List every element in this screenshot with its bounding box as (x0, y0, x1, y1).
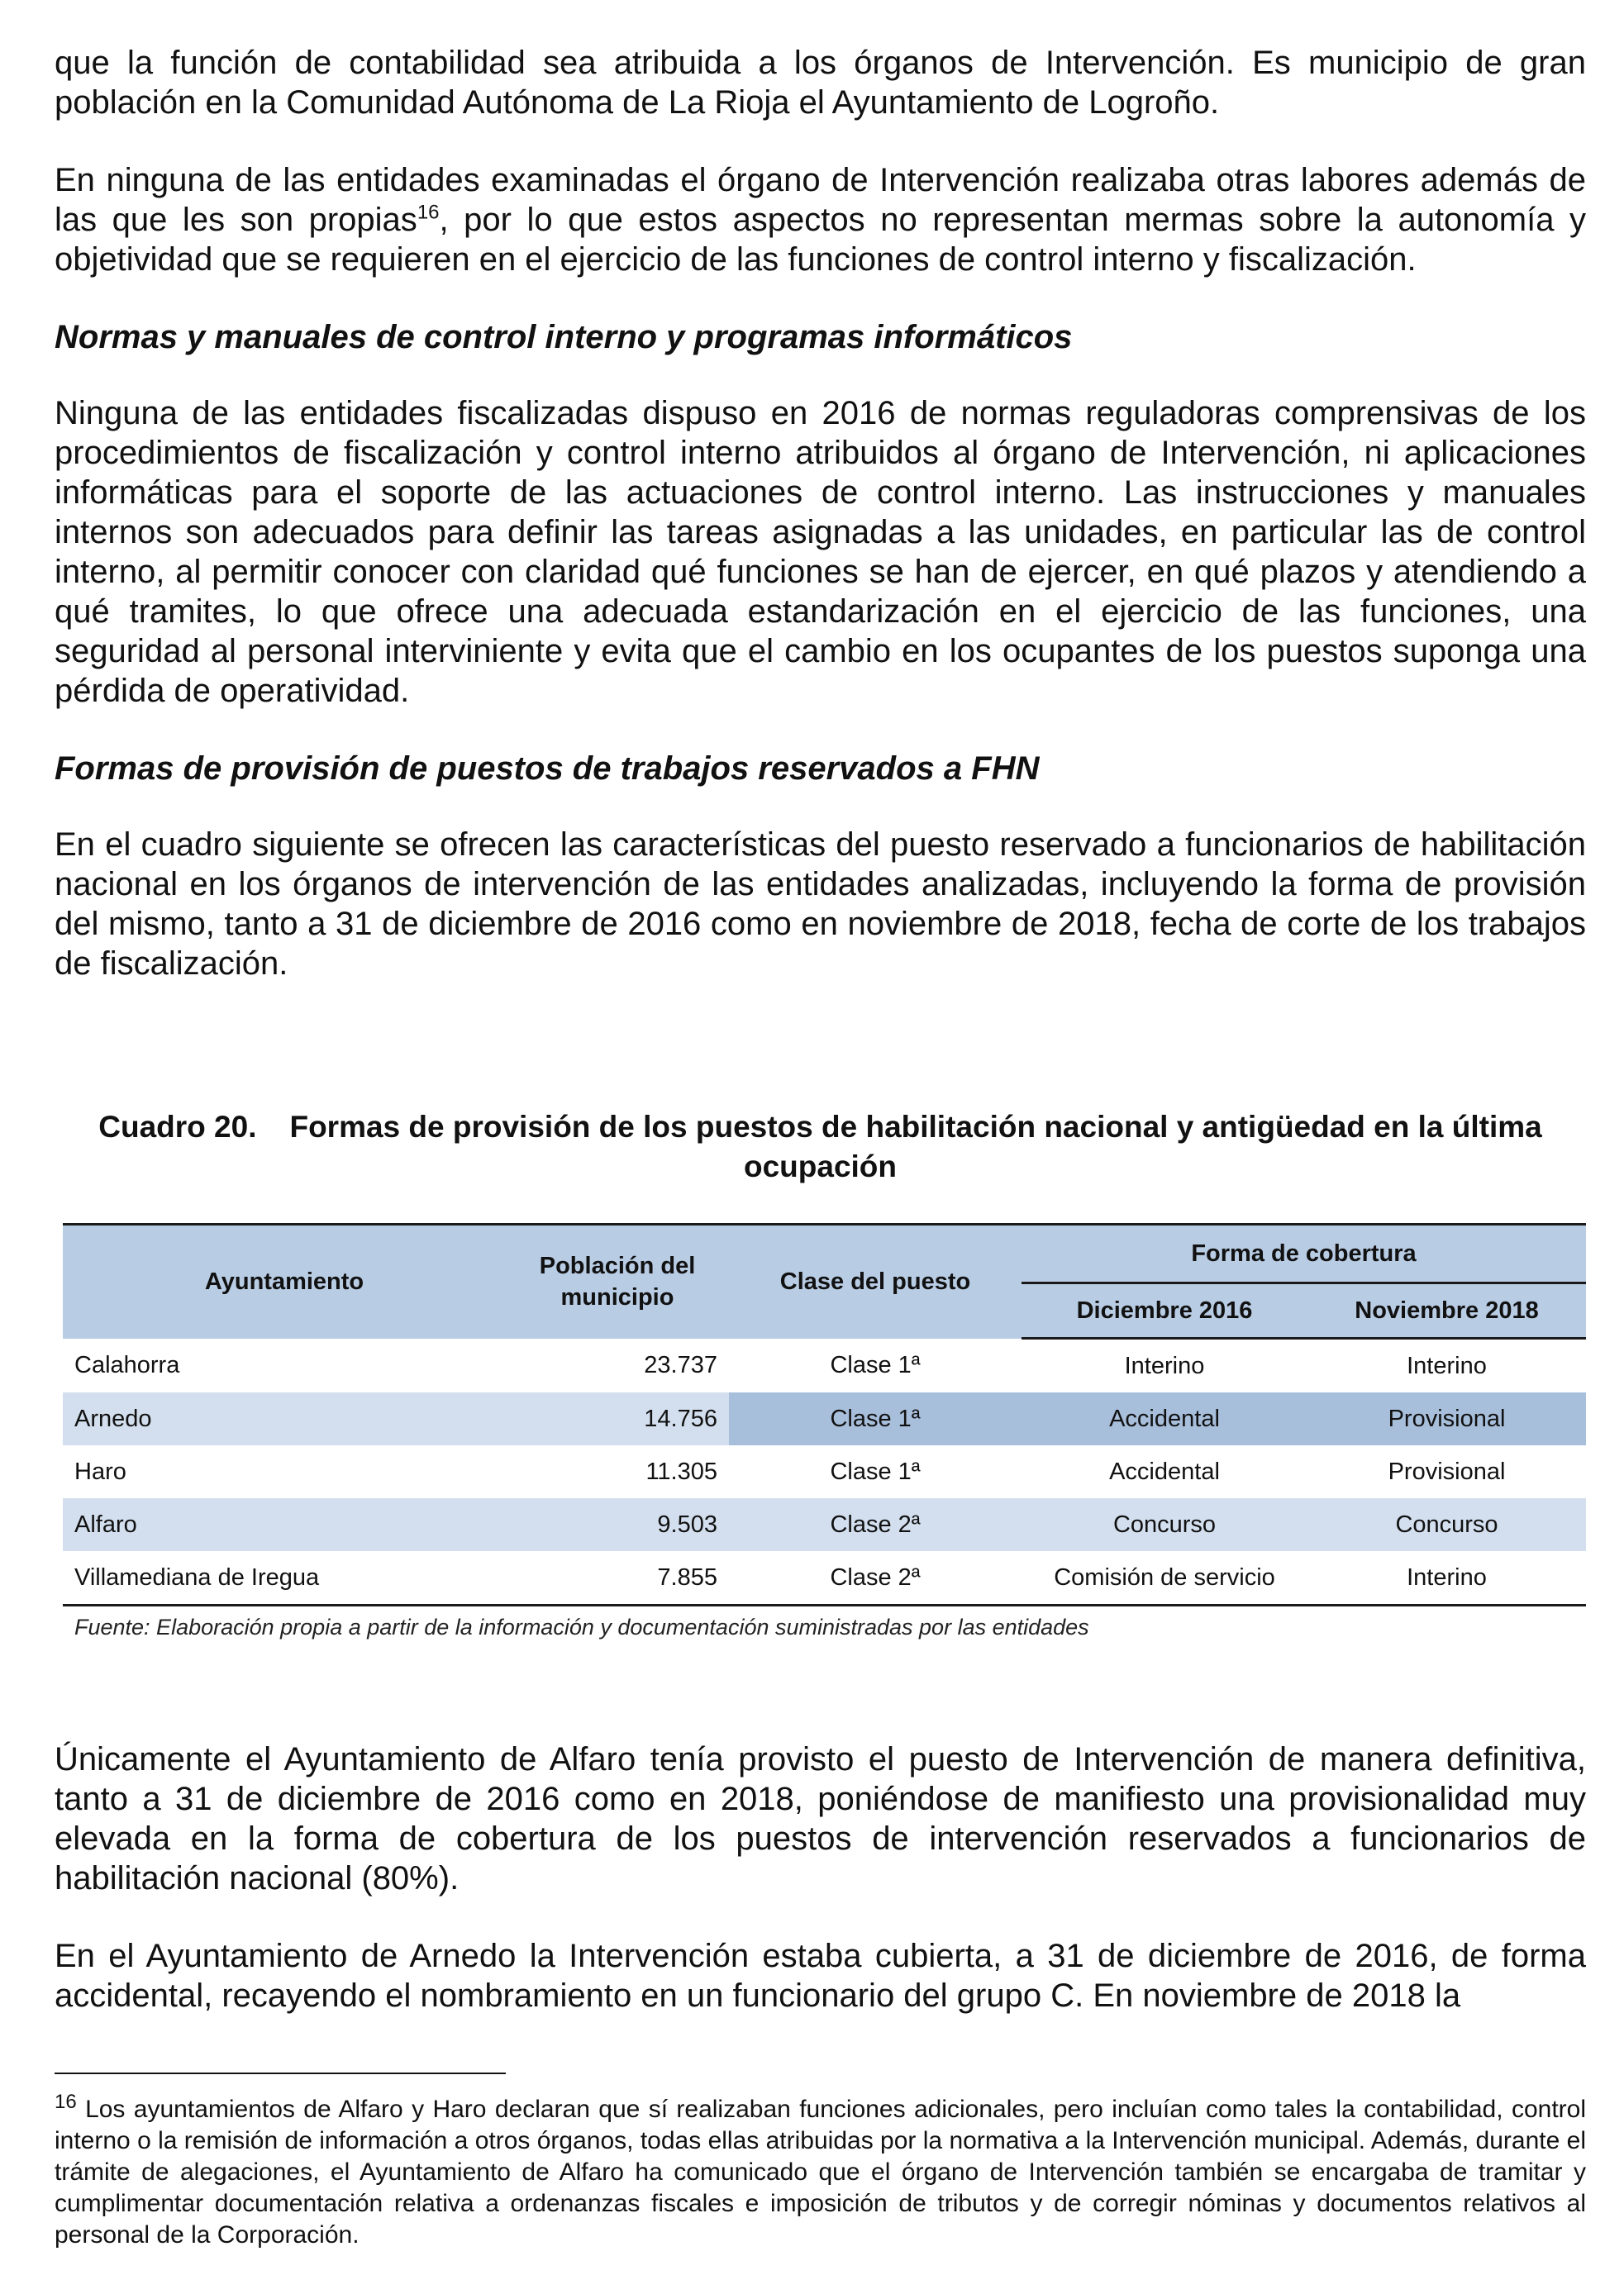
cell-poblacion: 9.503 (506, 1498, 729, 1551)
cell-diciembre-2016: Accidental (1022, 1392, 1307, 1445)
table-row (63, 1445, 1586, 1498)
cell-diciembre-2016: Comisión de servicio (1022, 1551, 1307, 1606)
cell-noviembre-2018: Provisional (1388, 1458, 1506, 1485)
table-row (63, 1551, 1586, 1606)
table-source: Fuente: Elaboración propia a partir de la información y documentación suministradas por las entidades (74, 1615, 1089, 1640)
cell-ayuntamiento: Arnedo (63, 1392, 506, 1445)
cell-clase: Clase 1ª (830, 1458, 921, 1485)
paragraph-normas-manuales: Ninguna de las entidades fiscalizadas dispuso en 2016 de normas reguladoras comprensivas de los procedimientos de fiscalización y control interno atribuidos al órgano de Intervención, ni aplicaciones informáticas para el soporte de las actuaciones de control interno. Las instrucciones y manuales internos son adecuados para definir las tareas asignadas a las unidades, en particular las de control interno, al permitir conocer con claridad qué funciones se han de ejercer, en qué plazos y atendiendo a qué tramites, lo que ofrece una adecuada estandarización en el ejercicio de las funciones, una seguridad al personal interviniente y evita que el cambio en los ocupantes de los puestos suponga una pérdida de operatividad. (55, 395, 1586, 709)
footnote-text: Los ayuntamientos de Alfaro y Haro declaran que sí realizaban funciones adicionales, pero incluían como tales la contabilidad, control interno o la remisión de información a otros órganos, todas ellas atribuidas por la normativa a la Intervención municipal. Además, durante el trámite de alegaciones, el Ayuntamiento de Alfaro ha comunicado que el órgano de Intervención también se encargaba de tramitar y cumplimentar documentación relativa a ordenanzas fiscales e imposición de tributos y de corregir nóminas y documentos relativos al personal de la Corporación. (55, 2096, 1586, 2249)
table-caption-title: Formas de provisión de los puestos de habilitación nacional y antigüedad en la última ocupación (289, 1110, 1542, 1183)
cuadro-20-table (63, 1223, 1586, 1606)
cell-ayuntamiento: Villamediana de Iregua (63, 1551, 506, 1606)
footnote-marker: 16 (55, 2091, 77, 2113)
cell-clase: Clase 2ª (729, 1498, 1022, 1551)
header-ayuntamiento: Ayuntamiento (63, 1225, 506, 1339)
table-row (63, 1339, 1586, 1393)
table-caption-number: Cuadro 20. (98, 1110, 257, 1144)
document-page (55, 43, 1586, 2054)
paragraph-text-b: , por lo que estos aspectos no representan mermas sobre la autonomía y objetividad que se requieren en el ejercicio de las funciones de control interno y fiscalización. (55, 202, 1587, 278)
cell-ayuntamiento: Calahorra (74, 1351, 180, 1378)
paragraph-alfaro: Únicamente el Ayuntamiento de Alfaro tenía provisto el puesto de Intervención de manera definitiva, tanto a 31 de diciembre de 2016 como en 2018, poniéndose de manifiesto una provisionalidad muy elevada en la forma de cobertura de los puestos de intervención reservados a funcionarios de habilitación nacional (80%). (55, 1741, 1586, 1897)
cell-poblacion: 23.737 (644, 1351, 717, 1378)
header-forma-cobertura: Forma de cobertura (1022, 1225, 1586, 1283)
table-row (63, 1498, 1586, 1551)
header-diciembre-2016: Diciembre 2016 (1022, 1283, 1307, 1339)
paragraph-contabilidad: que la función de contabilidad sea atribuida a los órganos de Intervención. Es municipio de gran población en la Comunidad Autónoma de La Rioja el Ayuntamiento de Logroño. (55, 45, 1586, 121)
footnote-16 (55, 2091, 1586, 2251)
cell-noviembre-2018: Interino (1307, 1551, 1586, 1606)
cell-clase: Clase 1ª (729, 1392, 1022, 1445)
table-row (63, 1392, 1586, 1445)
closing-section (55, 1740, 1586, 2016)
cell-ayuntamiento: Haro (74, 1458, 126, 1485)
paragraph-formas-provision: En el cuadro siguiente se ofrecen las características del puesto reservado a funcionarios de habilitación nacional en los órganos de intervención de las entidades analizadas, incluyendo la forma de provisión del mismo, tanto a 31 de diciembre de 2016 como en noviembre de 2018, fecha de corte de los trabajos de fiscalización. (55, 826, 1586, 982)
cell-noviembre-2018: Concurso (1307, 1498, 1586, 1551)
cell-clase: Clase 1ª (830, 1351, 921, 1378)
cell-noviembre-2018: Provisional (1307, 1392, 1586, 1445)
header-clase: Clase del puesto (729, 1225, 1022, 1339)
cell-noviembre-2018: Interino (1407, 1352, 1487, 1379)
heading-formas-provision: Formas de provisión de puestos de trabajos reservados a FHN (55, 750, 1040, 787)
cell-ayuntamiento: Alfaro (63, 1498, 506, 1551)
cell-poblacion: 7.855 (506, 1551, 729, 1606)
heading-normas-manuales: Normas y manuales de control interno y programas informáticos (55, 319, 1073, 355)
paragraph-intervencion-labores (55, 160, 1586, 279)
cell-clase: Clase 2ª (729, 1551, 1022, 1606)
cell-diciembre-2016: Concurso (1022, 1498, 1307, 1551)
table-caption (55, 1107, 1586, 1187)
cell-diciembre-2016: Accidental (1109, 1458, 1220, 1485)
paragraph-text-a: En ninguna de las entidades examinadas el órgano de Intervención realizaba otras labores además de las que les son propias (55, 162, 1586, 238)
cell-poblacion: 14.756 (506, 1392, 729, 1445)
cell-diciembre-2016: Interino (1124, 1352, 1205, 1379)
header-poblacion: Población del municipio (506, 1225, 729, 1339)
footnote-ref-16[interactable]: 16 (417, 201, 440, 224)
paragraph-arnedo: En el Ayuntamiento de Arnedo la Intervención estaba cubierta, a 31 de diciembre de 2016, de forma accidental, recayendo el nombramiento en un funcionario del grupo C. En noviembre de 2018 la (55, 1938, 1586, 2014)
header-noviembre-2018: Noviembre 2018 (1307, 1283, 1586, 1339)
footnote-divider (55, 2073, 506, 2074)
cell-poblacion: 11.305 (645, 1458, 717, 1485)
